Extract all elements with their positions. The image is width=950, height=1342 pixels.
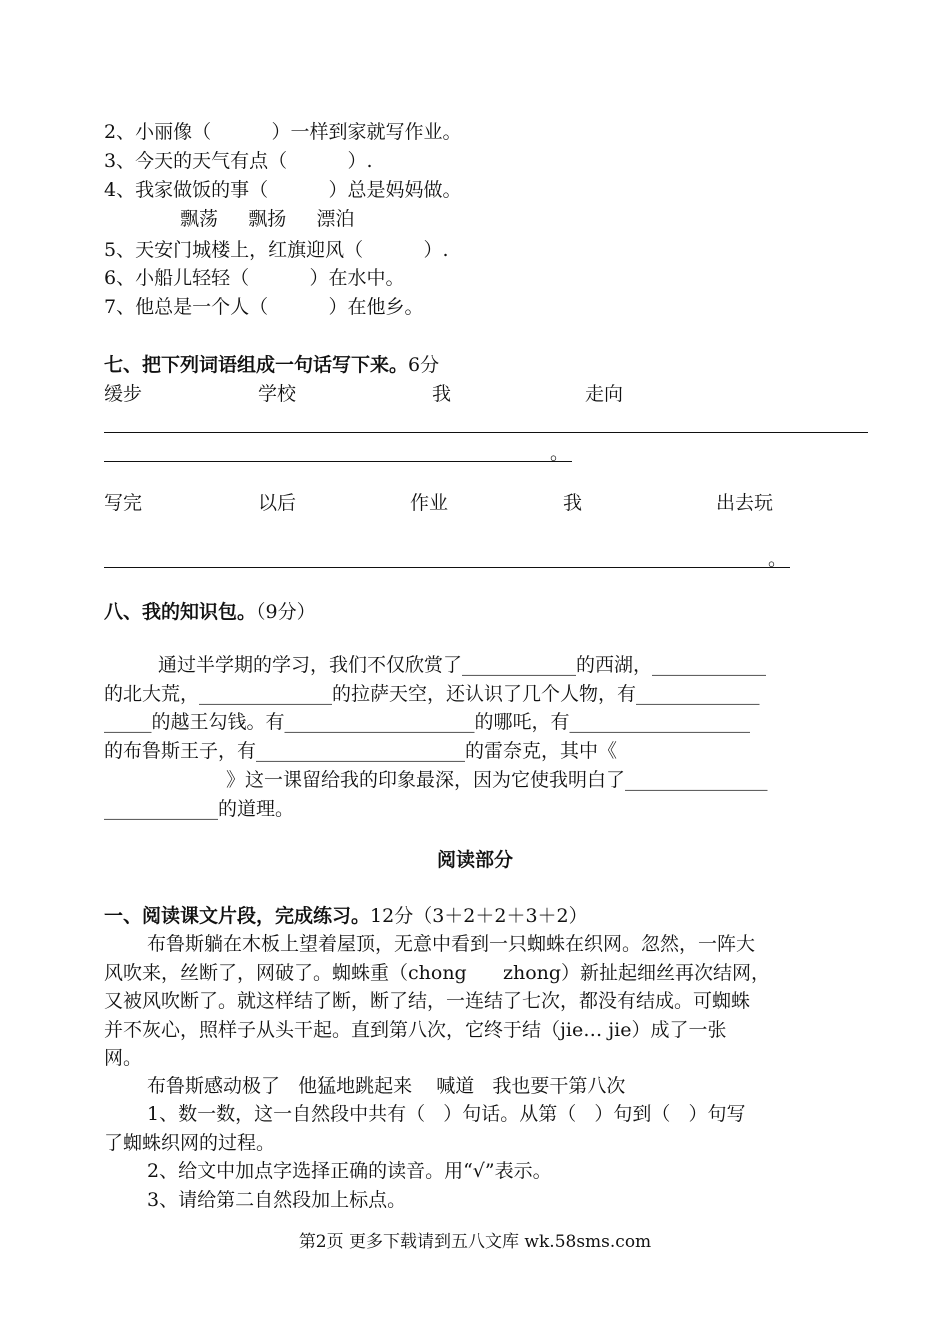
exercise-line-4: 4、我家做饭的事（ ）总是妈妈做。 — [104, 179, 462, 201]
section7-heading — [104, 352, 439, 378]
question-1-cont: 了蜘蛛织网的过程。 — [104, 1132, 276, 1154]
question-3: 3、请给第二自然段加上标点。 — [147, 1189, 407, 1211]
reading-q1-title: 一、阅读课文片段，完成练习。 — [104, 905, 371, 927]
exercise-line-3: 3、今天的天气有点（ ）. — [104, 150, 373, 172]
answer-line[interactable] — [104, 432, 868, 433]
section8-heading — [104, 599, 316, 625]
exercise-line-2: 2、小丽像（ ）一样到家就写作业。 — [104, 121, 462, 143]
answer-line[interactable] — [104, 567, 790, 568]
answer-line[interactable] — [104, 461, 572, 462]
group2-word-1: 写完 — [104, 492, 143, 514]
group1-word-3: 我 — [432, 383, 452, 405]
answer-period: 。 — [550, 442, 570, 464]
passage-line: 又被风吹断了。就这样结了断，断了结，一连结了七次，都没有结成。可蜘蛛 — [104, 990, 751, 1012]
group1-word-1: 缓步 — [104, 383, 143, 405]
answer-period: 。 — [768, 548, 788, 570]
reading-section-title: 阅读部分 — [436, 849, 513, 871]
exercise-line-5: 5、天安门城楼上，红旗迎风（ ）. — [104, 239, 449, 261]
passage-line: 网。 — [104, 1047, 143, 1069]
group1-word-2: 学校 — [258, 383, 297, 405]
exercise-line-6: 6、小船儿轻轻（ ）在水中。 — [104, 267, 405, 289]
group2-word-5: 出去玩 — [716, 492, 774, 514]
passage-line-unpunctuated: 布鲁斯感动极了 他猛地跳起来 喊道 我也要干第八次 — [147, 1075, 626, 1097]
group2-word-3: 作业 — [410, 492, 449, 514]
page-footer: 第2页 更多下载请到五八文库 wk.58sms.com — [298, 1232, 652, 1252]
knowledge-line-5: 》这一课留给我的印象最深，因为它使我明白了_______________ — [226, 769, 768, 791]
knowledge-line-6: ____________的道理。 — [104, 798, 295, 820]
passage-line: 布鲁斯躺在木板上望着屋顶，无意中看到一只蜘蛛在织网。忽然，一阵大 — [147, 933, 756, 955]
question-1: 1、数一数，这一自然段中共有（ ）句话。从第（ ）句到（ ）句写 — [147, 1103, 746, 1125]
section7-title: 七、把下列词语组成一句话写下来。 — [104, 354, 409, 376]
word-options: 飘荡 飘扬 漂泊 — [180, 208, 355, 230]
question-2: 2、给文中加点字选择正确的读音。用“√”表示。 — [147, 1160, 552, 1182]
reading-q1-score: 12分（3＋2＋2＋3＋2） — [370, 905, 588, 927]
group2-word-4: 我 — [563, 492, 583, 514]
section8-title: 八、我的知识包。 — [104, 601, 257, 623]
group2-word-2: 以后 — [258, 492, 297, 514]
section8-score: （9分） — [256, 601, 316, 623]
knowledge-line-3: _____的越王勾钱。有____________________的哪吒，有___________________ — [104, 711, 751, 733]
reading-q1-heading — [104, 903, 588, 929]
exercise-line-7: 7、他总是一个人（ ）在他乡。 — [104, 296, 424, 318]
passage-line: 并不灰心，照样子从头干起。直到第八次，它终于结（jie… jie）成了一张 — [104, 1019, 727, 1041]
passage-line: 风吹来，丝断了，网破了。蜘蛛重（chong zhong）新扯起细丝再次结网， — [104, 962, 771, 984]
section7-score: 6分 — [408, 354, 440, 376]
knowledge-line-2: 的北大荒，______________的拉萨天空，还认识了几个人物，有_____________ — [104, 683, 760, 705]
knowledge-line-4: 的布鲁斯王子，有______________________的雷奈克，其中《 — [104, 740, 618, 762]
knowledge-line-1: 通过半学期的学习，我们不仅欣赏了____________的西湖，____________ — [158, 654, 767, 676]
group1-word-4: 走向 — [585, 383, 624, 405]
